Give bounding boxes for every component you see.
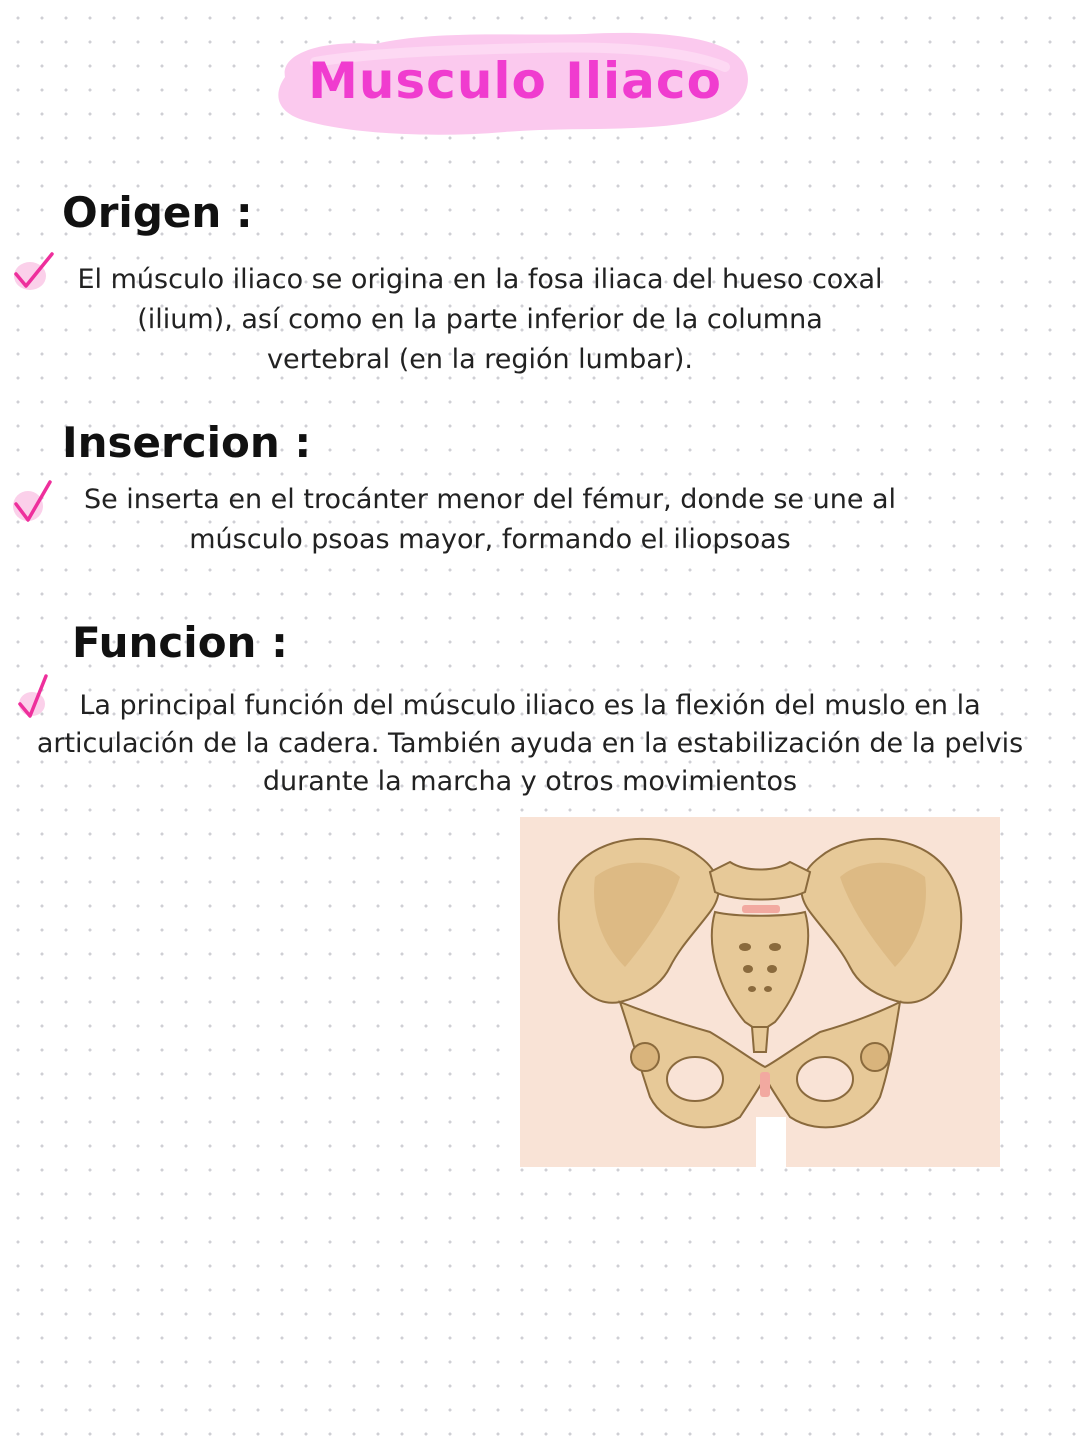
page-title: Musculo Iliaco: [308, 52, 722, 110]
funcion-line-3: durante la marcha y otros movimientos: [262, 766, 798, 797]
origen-line-2: (ilium), así como en la parte inferior de la columna: [137, 304, 823, 335]
insercion-text: [50, 480, 930, 560]
title-block: [255, 22, 755, 142]
check-mark-icon: [8, 478, 54, 524]
funcion-text: [20, 687, 1040, 801]
funcion-line-2: articulación de la cadera. También ayuda en la estabilización de la pelvis: [36, 728, 1024, 759]
pelvis-illustration: [520, 817, 1000, 1167]
insercion-line-2: músculo psoas mayor, formando el iliopsoas: [189, 524, 791, 555]
origen-line-1: El músculo iliaco se origina en la fosa iliaca del hueso coxal: [77, 264, 883, 295]
origen-text: [50, 260, 910, 380]
heading-insercion: Insercion :: [62, 418, 312, 467]
insercion-line-1: Se inserta en el trocánter menor del fémur, donde se une al: [83, 484, 897, 515]
heading-origen: Origen :: [62, 188, 253, 237]
origen-line-3: vertebral (en la región lumbar).: [266, 344, 693, 375]
heading-funcion: Funcion :: [72, 618, 288, 667]
funcion-line-1: La principal función del músculo iliaco es la flexión del muslo en la: [79, 690, 981, 721]
